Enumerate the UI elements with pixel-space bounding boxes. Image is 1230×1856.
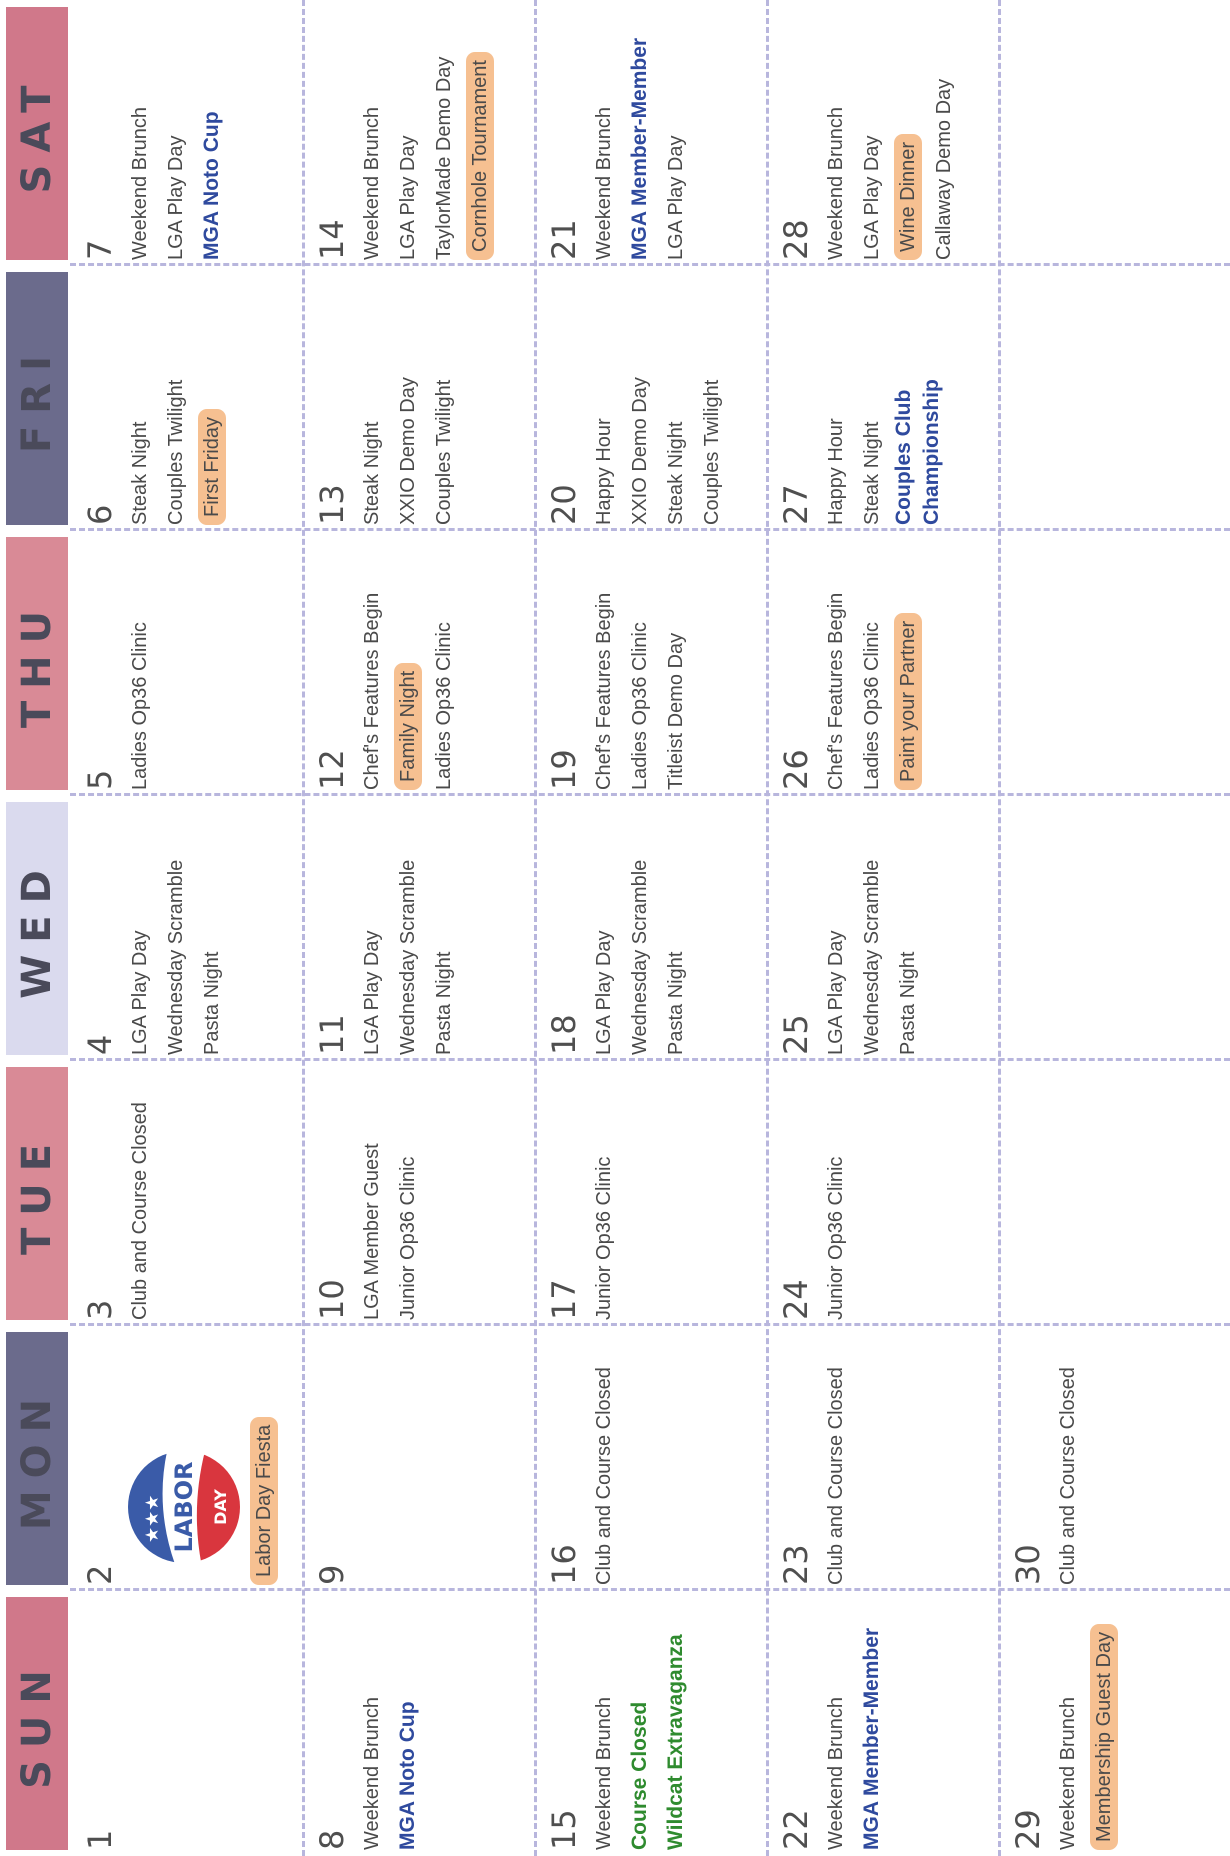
calendar-day-12 [302,531,534,796]
event-label: Weekend Brunch [593,1696,615,1850]
event-label: Club and Course Closed [593,1367,615,1585]
event-item [658,796,694,1055]
event-item [818,1061,854,1320]
event-item [658,1,694,260]
event-list [354,1591,426,1850]
event-label: Junior Op36 Clinic [825,1156,847,1320]
event-item [1050,1326,1086,1585]
calendar-day-17 [534,1061,766,1326]
event-label: Couples Twilight [433,379,455,525]
event-list [586,1061,622,1320]
calendar-day-11 [302,796,534,1061]
event-item [390,1,426,260]
event-label: XXIO Demo Day [629,377,651,525]
event-list [818,1326,854,1585]
event-item [426,266,462,525]
event-label: Couples Twilight [165,379,187,525]
event-item [586,1591,622,1850]
event-item [694,266,730,525]
event-list [354,1061,426,1320]
weekday-header-sat: SAT [6,7,68,260]
event-label: LGA Play Day [665,135,687,260]
event-label: Weekend Brunch [825,1696,847,1850]
event-label: Wednesday Scramble [165,859,187,1055]
event-list [818,1591,890,1850]
event-label: LGA Play Day [361,930,383,1055]
day-number: 26 [777,749,815,790]
event-label: Junior Op36 Clinic [397,1156,419,1320]
labor-day-badge-icon [124,1447,244,1567]
event-list [354,1,498,260]
day-number: 2 [81,1564,119,1585]
event-label: Weekend Brunch [825,106,847,260]
event-item [426,531,462,790]
event-label: Club and Course Closed [129,1102,151,1320]
event-label: Steak Night [129,421,151,525]
event-label: Cornhole Tournament [466,52,494,260]
event-label: LGA Play Day [165,135,187,260]
calendar-day-25 [766,796,998,1061]
event-label: First Friday [198,409,226,525]
event-item [122,531,158,790]
event-label: MGA Noto Cup [396,1701,419,1850]
event-label: Pasta Night [201,951,223,1055]
calendar-day-5 [70,531,302,796]
event-item [586,1061,622,1320]
day-number: 7 [81,239,119,260]
event-item [854,1591,890,1850]
calendar-day-3 [70,1061,302,1326]
calendar-day-19 [534,531,766,796]
day-number: 12 [313,749,351,790]
event-label: Family Night [394,663,422,790]
event-list [122,266,230,525]
event-list [246,1326,282,1585]
event-label: Pasta Night [897,951,919,1055]
calendar-day-21 [534,1,766,266]
event-item [622,1591,658,1850]
calendar-day-18 [534,796,766,1061]
day-number: 20 [545,484,583,525]
event-list [354,266,462,525]
day-number: 14 [313,219,351,260]
event-item [354,266,390,525]
event-label: Membership Guest Day [1090,1624,1118,1850]
event-item [926,1,962,260]
event-label: Course Closed [628,1701,651,1850]
day-number [1008,266,1048,525]
event-item [122,266,158,525]
event-list [818,796,926,1055]
event-list [354,796,462,1055]
event-label: TaylorMade Demo Day [433,56,455,260]
event-list [586,266,730,525]
event-label: Happy Hour [593,418,615,525]
event-label: Ladies Op36 Clinic [629,622,651,790]
event-item [586,1326,622,1585]
event-item [818,1,854,260]
event-item [890,266,946,525]
event-label: Steak Night [861,421,883,525]
calendar-day-24 [766,1061,998,1326]
event-label: Wine Dinner [894,134,922,260]
calendar-day-1 [70,1591,302,1856]
event-label: Chef's Features Begin [825,592,847,790]
event-label: LGA Play Day [825,930,847,1055]
day-number: 15 [545,1809,583,1850]
event-label: Weekend Brunch [361,106,383,260]
event-item [390,1591,426,1850]
day-number: 28 [777,219,815,260]
event-item [818,796,854,1055]
calendar-grid [70,0,1230,1856]
calendar-day-empty [998,1061,1230,1326]
event-item [854,796,890,1055]
event-label: Wednesday Scramble [861,859,883,1055]
event-item [586,531,622,790]
event-list [818,531,926,790]
event-label: Labor Day Fiesta [250,1417,278,1585]
event-label: LGA Play Day [861,135,883,260]
event-list [818,1061,854,1320]
day-number: 23 [777,1544,815,1585]
event-list [122,796,230,1055]
event-label: Paint your Partner [894,613,922,790]
event-item [658,1591,694,1850]
event-label: LGA Play Day [593,930,615,1055]
event-list [122,1061,158,1320]
event-item [586,796,622,1055]
calendar-day-27 [766,266,998,531]
day-number: 9 [313,1564,351,1585]
day-number: 21 [545,219,583,260]
event-item [890,1,926,260]
event-item [246,1326,282,1585]
event-label: Happy Hour [825,418,847,525]
day-number: 4 [81,1034,119,1055]
event-label: MGA Noto Cup [200,111,223,260]
event-item [354,796,390,1055]
day-number: 3 [81,1299,119,1320]
event-item [122,1,158,260]
event-label: LGA Play Day [129,930,151,1055]
event-item [354,531,390,790]
event-item [622,796,658,1055]
day-number: 22 [777,1809,815,1850]
event-item [194,1,230,260]
event-item [390,531,426,790]
weekday-header-row [0,0,70,1856]
event-label: Couples Twilight [701,379,723,525]
event-label: Club and Course Closed [825,1367,847,1585]
event-item [622,1,658,260]
event-label: Ladies Op36 Clinic [129,622,151,790]
event-item [426,796,462,1055]
event-item [462,1,498,260]
weekday-header-wed: WED [6,802,68,1055]
calendar-day-9 [302,1326,534,1591]
event-label: Wednesday Scramble [397,859,419,1055]
event-item [818,266,854,525]
event-label: Ladies Op36 Clinic [433,622,455,790]
event-list [586,1591,694,1850]
event-item [622,266,658,525]
event-list [122,531,158,790]
day-number: 8 [313,1829,351,1850]
calendar-day-15 [534,1591,766,1856]
calendar-day-16 [534,1326,766,1591]
weekday-header-fri: FRI [6,272,68,525]
calendar-day-empty [998,266,1230,531]
event-item [658,266,694,525]
day-number: 1 [81,1829,119,1850]
day-number: 25 [777,1014,815,1055]
event-item [890,531,926,790]
event-label: LGA Member Guest [361,1143,383,1320]
calendar-day-empty [998,1,1230,266]
calendar-day-28 [766,1,998,266]
event-list [1050,1326,1086,1585]
event-list [1050,1591,1122,1850]
calendar-day-8 [302,1591,534,1856]
day-number: 29 [1009,1809,1047,1850]
event-item [818,531,854,790]
event-item [354,1591,390,1850]
event-item [158,1,194,260]
day-number [1008,1061,1048,1320]
event-label: Steak Night [361,421,383,525]
event-label: Couples Club Championship [892,379,943,525]
event-label: Club and Course Closed [1057,1367,1079,1585]
event-label: Pasta Night [433,951,455,1055]
event-label: Weekend Brunch [361,1696,383,1850]
weekday-header-thu: THU [6,537,68,790]
event-label: XXIO Demo Day [397,377,419,525]
event-item [586,1,622,260]
day-number: 30 [1009,1544,1047,1585]
event-label: Weekend Brunch [1057,1696,1079,1850]
calendar-day-23 [766,1326,998,1591]
calendar-day-6 [70,266,302,531]
event-item [158,796,194,1055]
event-list [818,1,962,260]
event-item [890,796,926,1055]
event-list [586,531,694,790]
event-label: Wildcat Extravaganza [664,1634,687,1850]
event-item [586,266,622,525]
day-number: 13 [313,484,351,525]
event-item [390,1061,426,1320]
calendar-day-10 [302,1061,534,1326]
day-number: 24 [777,1279,815,1320]
calendar-day-26 [766,531,998,796]
event-item [854,1,890,260]
svg-text:DAY: DAY [211,1489,230,1525]
calendar-day-30 [998,1326,1230,1591]
event-item [158,266,194,525]
event-item [194,796,230,1055]
event-item [390,796,426,1055]
day-number: 11 [313,1014,351,1055]
day-number: 16 [545,1544,583,1585]
calendar-day-empty [998,796,1230,1061]
event-label: Steak Night [665,421,687,525]
event-list [354,531,462,790]
event-item [390,266,426,525]
day-number: 5 [81,769,119,790]
event-item [122,796,158,1055]
event-item [194,266,230,525]
day-number [1008,796,1048,1055]
calendar-day-4 [70,796,302,1061]
event-label: MGA Member-Member [628,37,651,260]
calendar-day-29 [998,1591,1230,1856]
calendar-day-empty [998,531,1230,796]
calendar-day-2 [70,1326,302,1591]
calendar-day-7 [70,1,302,266]
event-item [122,1061,158,1320]
event-label: MGA Member-Member [860,1627,883,1850]
weekday-header-sun: SUN [6,1597,68,1850]
day-number: 19 [545,749,583,790]
day-number [1008,531,1048,790]
event-item [1050,1591,1086,1850]
event-list [818,266,946,525]
event-item [818,1591,854,1850]
event-item [818,1326,854,1585]
day-number: 6 [81,504,119,525]
event-list [586,796,694,1055]
event-list [122,1,230,260]
event-item [622,531,658,790]
event-list [586,1,694,260]
event-label: Weekend Brunch [593,106,615,260]
event-label: Weekend Brunch [129,106,151,260]
day-number: 10 [313,1279,351,1320]
event-label: Pasta Night [665,951,687,1055]
weekday-header-mon: MON [6,1332,68,1585]
event-item [354,1061,390,1320]
day-number: 27 [777,484,815,525]
calendar-day-13 [302,266,534,531]
event-label: Junior Op36 Clinic [593,1156,615,1320]
event-item [354,1,390,260]
svg-text:LABOR: LABOR [170,1461,198,1553]
event-label: Titleist Demo Day [665,632,687,790]
day-number: 17 [545,1279,583,1320]
event-label: Chef's Features Begin [593,592,615,790]
event-label: LGA Play Day [397,135,419,260]
day-number [1008,1,1048,260]
event-item [426,1,462,260]
event-label: Wednesday Scramble [629,859,651,1055]
calendar-day-20 [534,266,766,531]
event-list [586,1326,622,1585]
event-item [854,531,890,790]
weekday-header-tue: TUE [6,1067,68,1320]
calendar-day-14 [302,1,534,266]
event-label: Chef's Features Begin [361,592,383,790]
svg-text:★★★: ★★★ [142,1494,163,1543]
event-item [854,266,890,525]
calendar-day-22 [766,1591,998,1856]
event-label: Ladies Op36 Clinic [861,622,883,790]
event-item [1086,1591,1122,1850]
day-number: 18 [545,1014,583,1055]
event-item [658,531,694,790]
event-label: Callaway Demo Day [933,78,955,260]
